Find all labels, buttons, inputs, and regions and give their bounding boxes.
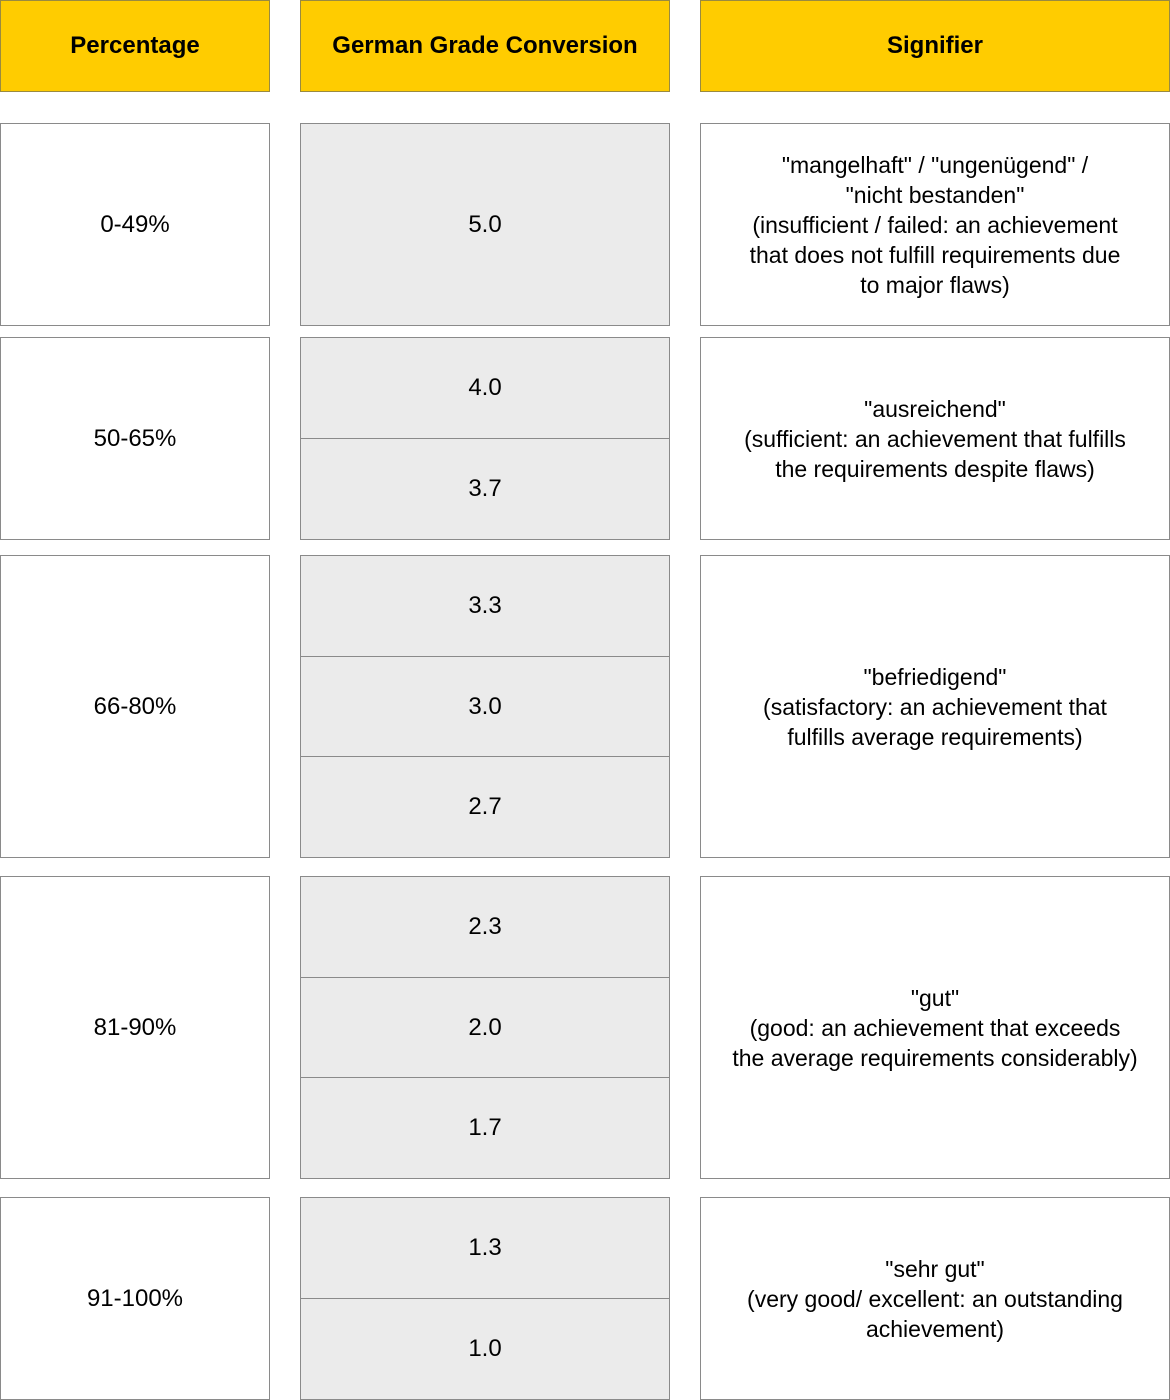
grade-value: 4.0	[468, 374, 502, 401]
grade-value: 1.7	[301, 1077, 669, 1178]
grade-value: 1.0	[301, 1298, 669, 1399]
header-signifier: Signifier	[700, 0, 1170, 92]
grade-group	[300, 123, 670, 326]
grade-group	[300, 555, 670, 858]
signifier-cell: "mangelhaft" / "ungenügend" / "nicht bestanden" (insufficient / failed: an achievement that does not fulfill requirements due to major flaws)	[700, 123, 1170, 326]
grade-group	[300, 337, 670, 540]
grade-group	[300, 876, 670, 1179]
percentage-cell: 91-100%	[0, 1197, 270, 1400]
signifier-cell: "befriedigend" (satisfactory: an achievement that fulfills average requirements)	[700, 555, 1170, 858]
grade-value: 2.0	[301, 977, 669, 1078]
grade-value: 5.0	[468, 210, 502, 238]
signifier-cell: "gut" (good: an achievement that exceeds the average requirements considerably)	[700, 876, 1170, 1179]
grade-value: 2.3	[468, 912, 502, 940]
signifier-cell: "sehr gut" (very good/ excellent: an outstanding achievement)	[700, 1197, 1170, 1400]
percentage-cell: 66-80%	[0, 555, 270, 858]
signifier-cell: "ausreichend" (sufficient: an achievement that fulfills the requirements despite flaws)	[700, 337, 1170, 540]
grade-value: 3.0	[301, 656, 669, 757]
grade-value: 2.7	[301, 756, 669, 857]
grade-value: 3.7	[301, 438, 669, 539]
header-german-grade-conversion: German Grade Conversion	[300, 0, 670, 92]
percentage-cell: 81-90%	[0, 876, 270, 1179]
grade-group	[300, 1197, 670, 1400]
percentage-cell: 50-65%	[0, 337, 270, 540]
grade-value: 1.3	[468, 1234, 502, 1261]
header-percentage: Percentage	[0, 0, 270, 92]
grade-value: 3.3	[468, 591, 502, 619]
percentage-cell: 0-49%	[0, 123, 270, 326]
